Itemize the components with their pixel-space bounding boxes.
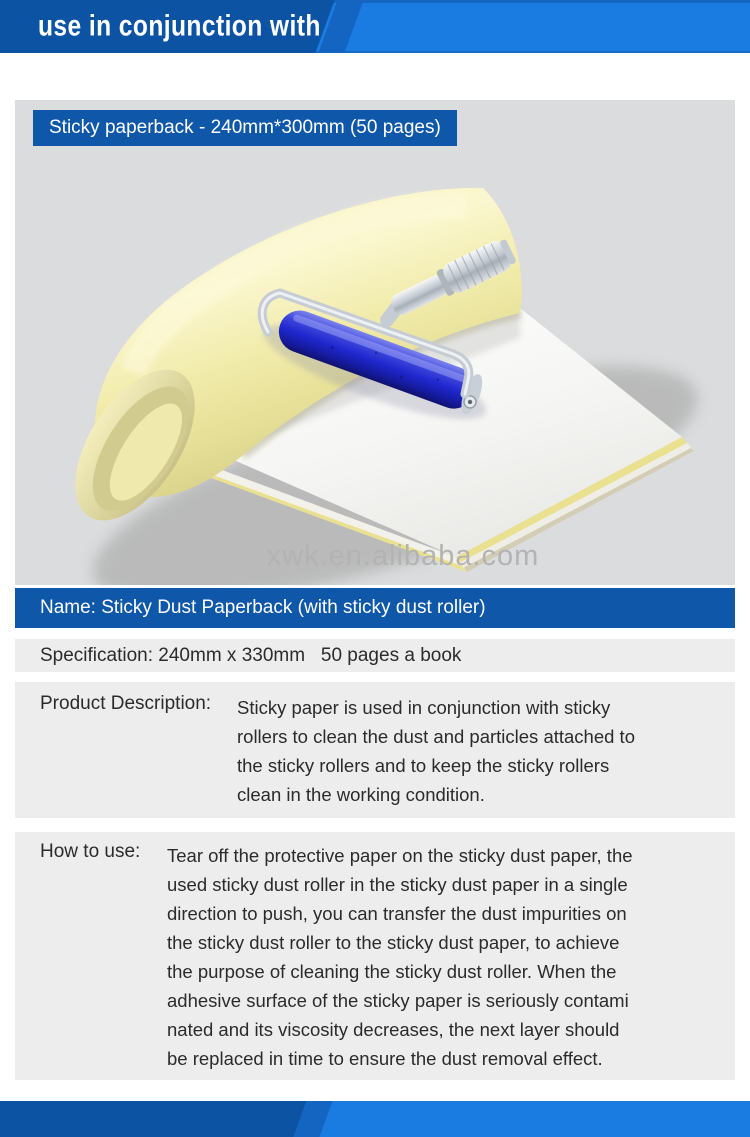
product-photo-panel [15,100,735,585]
product-photo [15,100,735,585]
howto-label: How to use: [40,841,141,862]
watermark-text: xwk.en.alibaba.com [266,540,540,572]
howto-line: direction to push, you can transfer the dust impurities on [167,903,627,924]
description-text [237,693,735,809]
howto-line: Tear off the protective paper on the sticky dust paper, the [167,845,633,866]
howto-box [15,832,735,1080]
footer-banner [0,1101,750,1137]
photo-caption-badge: Sticky paperback - 240mm*300mm (50 pages) [33,110,457,146]
description-line: clean in the working condition. [237,784,485,805]
howto-line: the purpose of cleaning the sticky dust roller. When the [167,961,617,982]
howto-line: be replaced in time to ensure the dust removal effect. [167,1048,603,1069]
howto-text [167,841,735,1073]
description-line: Sticky paper is used in conjunction with sticky [237,697,611,718]
page-title: use in conjunction with [38,8,321,42]
description-line: the sticky rollers and to keep the sticky rollers [237,755,610,776]
howto-line: used sticky dust roller in the sticky dust paper in a single [167,874,628,895]
footer-dark-segment [0,1101,308,1137]
howto-line: the sticky dust roller to the sticky dust paper, to achieve [167,932,620,953]
description-box [15,682,735,818]
name-bar: Name: Sticky Dust Paperback (with sticky dust roller) [15,588,735,628]
description-line: rollers to clean the dust and particles attached to [237,726,635,747]
howto-line: nated and its viscosity decreases, the next layer should [167,1019,620,1040]
spec-bar: Specification: 240mm x 330mm 50 pages a book [15,639,735,672]
howto-line: adhesive surface of the sticky paper is seriously contami [167,990,629,1011]
description-label: Product Description: [40,693,212,714]
header-banner [0,0,750,53]
